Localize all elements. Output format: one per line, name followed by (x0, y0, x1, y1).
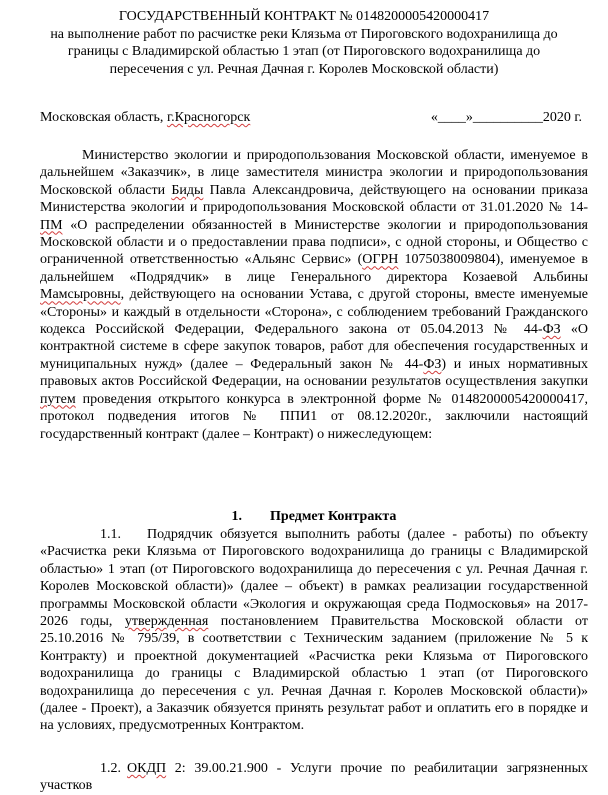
clause-text: постановлением Правительства Московской области от 25.10.2016 № 795/39, в соответствии с Техническим заданием (приложение № 5 к Контракту) и проектной документацией (40, 614, 588, 664)
clause-1-2 (40, 760, 588, 795)
section-number: 1. (231, 509, 243, 524)
preamble-text: проведения открытого конкурса в электронной форме № 0148200005420000417, протокол подведения итогов № ППИ1 от 08.12.2020г., заключили настоящий государственный контракт (далее – Контракт) о нижеследующем: (40, 391, 588, 442)
clause-text: «Расчистка (308, 648, 376, 664)
spellcheck-word: путем (40, 391, 76, 407)
preamble-paragraph (40, 147, 588, 443)
spellcheck-word: ОКДП (127, 761, 167, 776)
section-title: Предмет Контракта (270, 509, 397, 524)
clause-number: 1.1. (100, 527, 121, 542)
spellcheck-word: ФЗ (423, 356, 442, 372)
place-date-line (40, 109, 582, 126)
clause-text: Подрядчик обязуется выполнить работы (далее - работы) по объекту «Расчистка реки Клязьма от Пироговского водохранилища до границы с Владимирской областью» 1 этап (от Пироговского водохранилища до пересечения с ул. Речная Дачная г. Королев Московской области)» (далее – объект) в рамках реализации государственной программы Московской области «Экология и окружающая среда Подмосковья» на 2017-2026 годы, (40, 527, 588, 630)
contract-date: «____»__________2020 г. (430, 110, 582, 125)
preamble-text: 1075038009804), именуемое в дальнейшем «Подрядчик» в лице Генерального директора Козаевой Альбины (40, 252, 588, 285)
section-heading (40, 508, 588, 525)
contract-title (30, 8, 578, 78)
preamble-text: Павла Александровича, действующего на основании приказа Министерства экологии и природопользования Московской области от 31.01.2020 № 14- (40, 182, 588, 216)
contract-title-number: ГОСУДАРСТВЕННЫЙ КОНТРАКТ № 0148200005420000417 (118, 9, 490, 24)
city-prefix: Московская область, (40, 110, 167, 125)
clause-text: 2: 39.00.21.900 - Услуги прочие по реабилитации загрязненных участков (40, 761, 588, 794)
city-name: г.Красногорск (166, 110, 251, 125)
spellcheck-word: ОГРН (362, 252, 399, 268)
preamble-text: , действующего на основании Устава, с другой стороны, вместе именуемые «Стороны» и каждый в отдельности «Сторона», с соблюдением требований Гражданского кодекса Российской Федерации, Федерального закона от 05.04.2013 № 44- (40, 287, 588, 338)
spellcheck-word: Биды (171, 182, 204, 198)
preamble-text: ) и иных нормативных правовых актов Российской Федерации, на основании результатов осуществления закупки (40, 356, 588, 390)
spellcheck-word: утвержденная (124, 614, 209, 630)
spellcheck-word: Мамсыровны (40, 287, 121, 303)
clause-text: реки Клязьма от Пироговского водохранилища до границы с Владимирской областью 1 этап (от Пироговского водохранилища до пересечения с ул. Речная Дачная г. Королев Московской области)» (далее - Проект), а Заказчик обязуется принять результат работ и оплатить его в порядке и на условиях, предусмотренных Контрактом. (40, 648, 588, 734)
clause-number: 1.2. (100, 761, 121, 776)
preamble-text: «О контрактной системе в сфере закупок товаров, работ для обеспечения государственных и муниципальных нужд» (далее – Федеральный закон № 44- (40, 322, 588, 372)
preamble-text: Министерство экологии и природопользования Московской области, именуемое в дальнейшем «Заказчик», в лице заместителя министра экологии и природопользования Московской области (40, 148, 588, 198)
preamble-text: «О распределении обязанностей в Министерстве экологии и природопользования Московской области и о предоставлении права подписи», с одной стороны, и Общество с ограниченной ответственностью «Альянс Сервис» ( (40, 217, 588, 268)
contract-subject: на выполнение работ по расчистке реки Клязьма от Пироговского водохранилища до границы с Владимирской областью 1 этап (от Пироговского водохранилища до пересечения с ул. Речная Дачная г. Королев Московской области) (50, 26, 558, 77)
spellcheck-word: ПМ (40, 217, 63, 233)
spellcheck-word: ФЗ (542, 322, 561, 338)
clause-1-1 (40, 526, 588, 735)
